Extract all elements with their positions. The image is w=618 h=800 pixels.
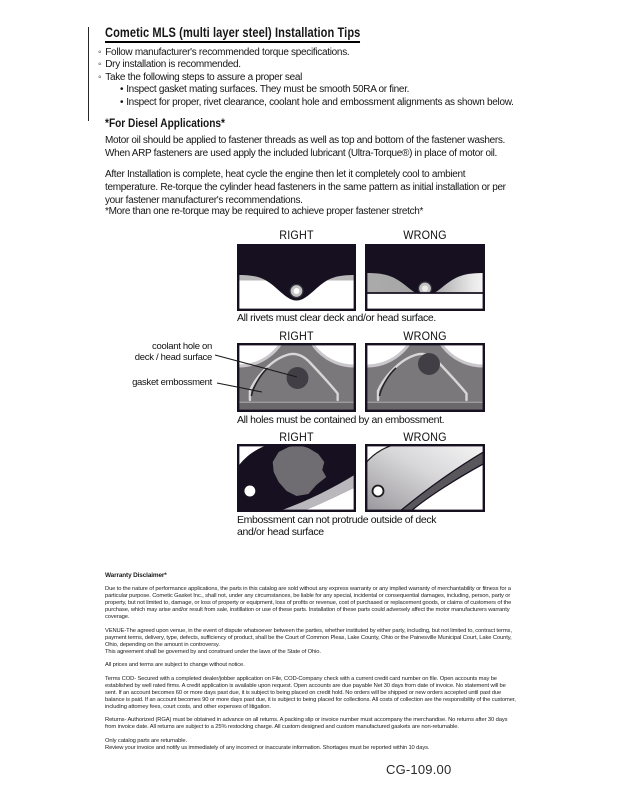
page-title-text: Cometic MLS (multi layer steel) Installation Tips: [105, 25, 360, 43]
page-title: [105, 25, 416, 43]
tip-item: ◦ Follow manufacturer's recommended torque specifications.: [98, 47, 558, 59]
legal-paragraph: VENUE-The agreed upon venue, in the event of dispute whatsoever between the parties, whether instituted by either party, including, but not limited to, contract terms, payment terms, delivery, type, defects, sufficiency of product, shall be the Court of Common Pleas, Lake County, Ohio or the Painesville Municipal Court, Lake County, Ohio, depending on the amount in controversy.: [105, 627, 512, 648]
row1-right-label: RIGHT: [279, 228, 314, 242]
legal-paragraph: Due to the nature of performance applications, the parts in this catalog are sold without any express warranty or any implied warranty of merchantability or fitness for a particular purpose. Cometic Gasket Inc., shall not, under any circumstances, be liable for any special, incidental or consequential damages, including, person, party or property, but not limited to, damage, or loss of property or equipment, loss of profits or revenue, cost of purchased or replacement goods, or claims of customers of the purchase, which may arise and/or result from sale, instillation or use of these parts. Installation of these parts could adversely affect the motor manufacturers warranty coverage.: [105, 586, 512, 620]
embossment-containment-right-figure: [237, 343, 356, 412]
page-edge-artifact: [88, 27, 89, 121]
row1-wrong-label: WRONG: [403, 228, 447, 242]
tip-item: ◦ Dry installation is recommended.: [98, 59, 558, 71]
gasket-embossment-annotation: gasket embossment: [132, 377, 212, 388]
diesel-paragraph-2: After Installation is complete, heat cycle the engine then let it completely cool to ambient temperature. Re-torque the cylinder head fasteners in the same pattern as initial installation or per your fastener manufacturer's recommendations.: [105, 169, 506, 206]
warranty-disclaimer-section: [105, 572, 519, 752]
installation-tips-list: [98, 47, 558, 109]
row3-caption: Embossment can not protrude outside of deck and/or head surface: [237, 514, 437, 538]
warranty-heading: Warranty Disclaimer*: [105, 572, 167, 579]
tip-item: ◦ Take the following steps to assure a proper seal: [98, 72, 558, 84]
row2-caption: All holes must be contained by an embossment.: [237, 414, 445, 426]
retorque-note: *More than one re-torque may be required to achieve proper fastener stretch*: [105, 206, 424, 217]
tip-sub-item: • Inspect for proper, rivet clearance, coolant hole and embossment alignments as shown below.: [120, 97, 558, 109]
embossment-protrusion-right-figure: [237, 444, 356, 512]
legal-paragraph: Review your invoice and notify us immediately of any incorrect or inaccurate information. Shortages must be reported within 10 days.: [105, 744, 430, 751]
coolant-hole-annotation: coolant hole on deck / head surface: [134, 341, 212, 363]
legal-paragraph: Terms COD- Secured with a completed dealer/jobber application on File, COD-Company check with a current credit card number on file. Open accounts may be established by well rated firms. A credit application is available upon request. Open accounts are due payable Net 30 days from date of invoice. No statement will be sent. If an account becomes 60 or more days past due, it is subject to being placed on credit hold. No orders will be shipped or new orders accepted until past due balance is paid. If an account becomes 90 or more days past due, it is subject to being placed for collections. All costs of collection are the responsibility of the customer, including attorney fees, court costs, and other expenses of litigation.: [105, 675, 516, 710]
row1-caption: All rivets must clear deck and/or head surface.: [237, 312, 436, 324]
catalog-page-code: CG-109.00: [386, 762, 452, 777]
row3-right-label: RIGHT: [279, 430, 314, 444]
diesel-applications-heading: *For Diesel Applications*: [105, 118, 225, 130]
row2-wrong-label: WRONG: [403, 329, 447, 343]
embossment-containment-wrong-figure: [365, 343, 485, 412]
row3-wrong-label: WRONG: [403, 430, 447, 444]
legal-paragraph: Only catalog parts are returnable.: [105, 737, 187, 744]
embossment-protrusion-wrong-figure: [365, 444, 485, 512]
tip-sub-item: • Inspect gasket mating surfaces. They must be smooth 50RA or finer.: [120, 84, 558, 96]
diesel-paragraph-1: Motor oil should be applied to fastener threads as well as top and bottom of the fastener washers. When ARP fasteners are used apply the included lubricant (Ultra-Torque®) in place of motor oil.: [105, 135, 506, 159]
legal-paragraph: All prices and terms are subject to change without notice.: [105, 662, 245, 668]
rivet-clearance-right-figure: [237, 244, 356, 311]
row2-right-label: RIGHT: [279, 329, 314, 343]
rivet-clearance-wrong-figure: [365, 244, 485, 311]
legal-paragraph: This agreement shall be governed by and construed under the laws of the State of Ohio.: [105, 648, 321, 655]
legal-paragraph: Returns- Authorized (RGA) must be obtained in advance on all returns. A packing slip or invoice number must accompany the merchandise. No returns after 30 days from invoice date. All returns are subject to a 25% restocking charge. All custom designed and custom manufactured gaskets are non-returnable.: [105, 717, 508, 730]
